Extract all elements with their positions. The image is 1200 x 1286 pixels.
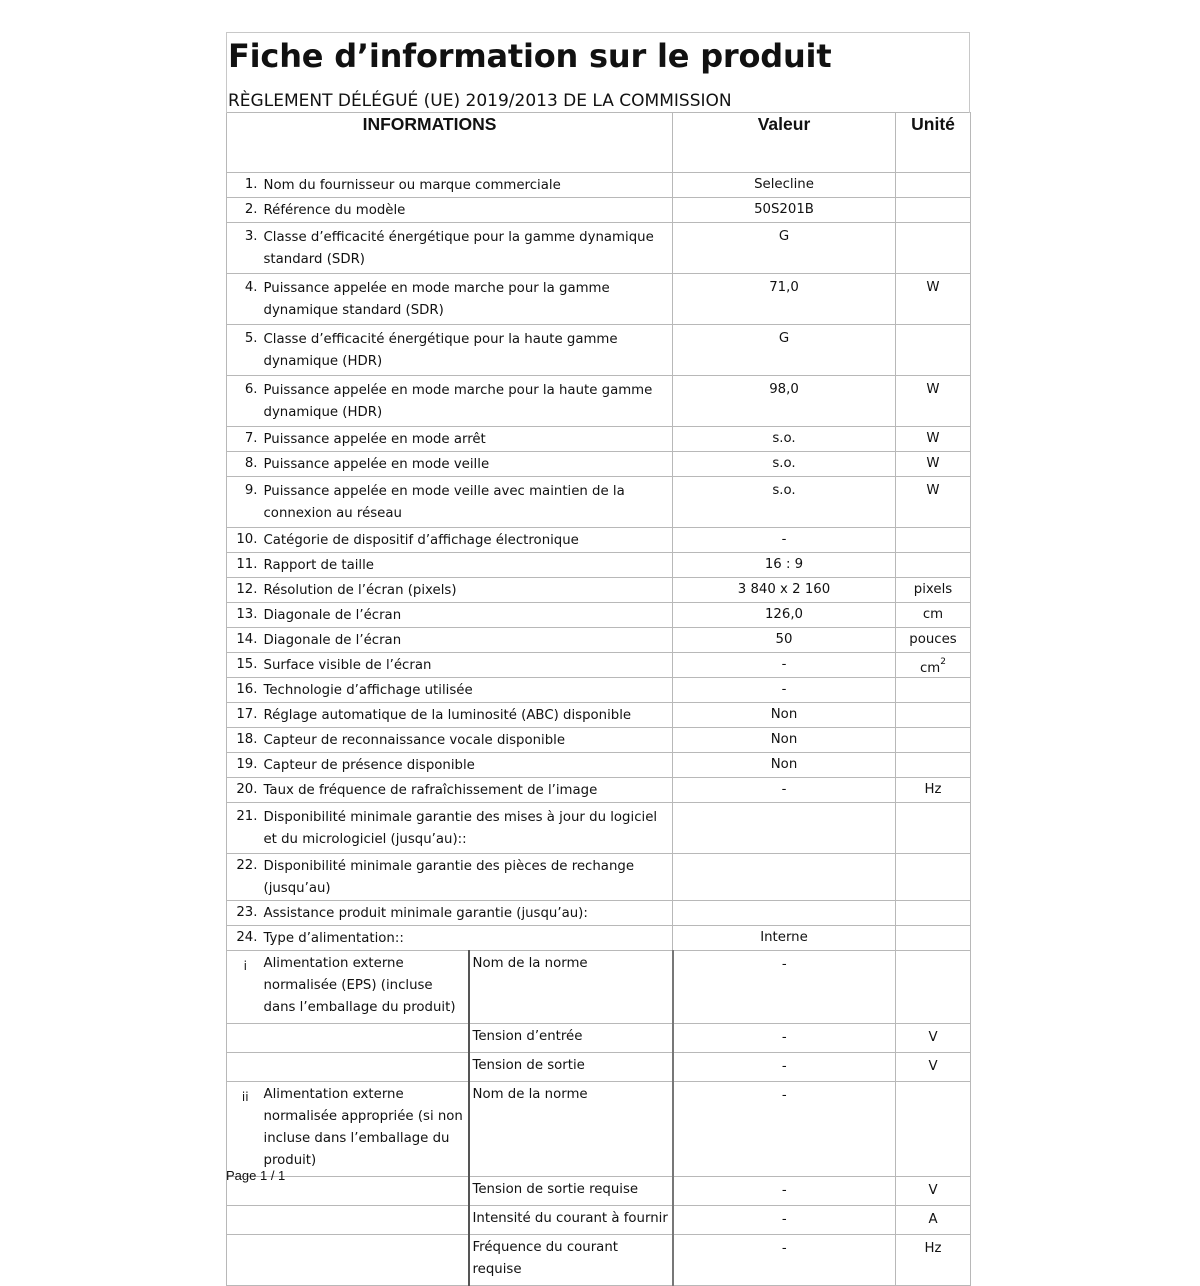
row-label: Taux de fréquence de rafraîchissement de l’image [264, 778, 673, 803]
eps-sub-value: - [673, 1235, 896, 1286]
table-row [227, 274, 971, 325]
row-unit-text: W [926, 483, 940, 498]
row-label: Type d’alimentation:: [264, 926, 673, 951]
row-number: 20. [227, 778, 264, 803]
table-row [227, 173, 971, 198]
row-label: Nom du fournisseur ou marque commerciale [264, 173, 673, 198]
eps-sub-row [227, 951, 971, 1024]
header-valeur: Valeur [673, 113, 896, 145]
row-unit [896, 274, 971, 325]
row-unit [896, 223, 971, 274]
row-unit [896, 452, 971, 477]
table-row [227, 653, 971, 678]
row-unit-text: W [926, 456, 940, 471]
row-unit-text: pixels [913, 582, 953, 597]
row-unit-text: W [926, 431, 940, 446]
row-value: 98,0 [673, 376, 896, 427]
row-value [673, 854, 896, 901]
eps-sub-unit [896, 951, 971, 1024]
row-label: Diagonale de l’écran [264, 603, 673, 628]
page-title: Fiche d’information sur le produit [228, 37, 832, 75]
eps-label: Alimentation externe normalisée (EPS) (incluse dans l’emballage du produit) [264, 951, 469, 1024]
row-unit [896, 678, 971, 703]
row-label: Disponibilité minimale garantie des pièces de rechange (jusqu’au) [264, 854, 673, 901]
eps-sub-unit: V [896, 1177, 971, 1206]
row-number: 15. [227, 653, 264, 678]
table-row [227, 703, 971, 728]
row-value: s.o. [673, 477, 896, 528]
table-row [227, 728, 971, 753]
header-frame [226, 32, 970, 113]
row-number: 23. [227, 901, 264, 926]
row-label: Capteur de reconnaissance vocale disponible [264, 728, 673, 753]
row-label: Technologie d’affichage utilisée [264, 678, 673, 703]
row-unit [896, 325, 971, 376]
row-label: Puissance appelée en mode veille avec maintien de la connexion au réseau [264, 477, 673, 528]
table-row [227, 628, 971, 653]
row-number: 19. [227, 753, 264, 778]
eps-sub-row [227, 1235, 971, 1286]
row-value: 71,0 [673, 274, 896, 325]
table-row [227, 803, 971, 854]
eps-sub-label: Tension de sortie [469, 1053, 673, 1082]
row-value: s.o. [673, 427, 896, 452]
eps-sub-label: Nom de la norme [469, 1082, 673, 1177]
row-label: Puissance appelée en mode arrêt [264, 427, 673, 452]
table-row [227, 854, 971, 901]
row-label: Diagonale de l’écran [264, 628, 673, 653]
table-row [227, 603, 971, 628]
row-label: Classe d’efficacité énergétique pour la haute gamme dynamique (HDR) [264, 325, 673, 376]
row-value: 50S201B [673, 198, 896, 223]
row-number: 17. [227, 703, 264, 728]
row-number: 18. [227, 728, 264, 753]
row-value: Interne [673, 926, 896, 951]
table-row [227, 553, 971, 578]
row-unit-text: Hz [924, 782, 942, 797]
row-unit [896, 703, 971, 728]
row-label: Capteur de présence disponible [264, 753, 673, 778]
row-value: - [673, 528, 896, 553]
row-label: Catégorie de dispositif d’affichage électronique [264, 528, 673, 553]
row-unit [896, 854, 971, 901]
row-number: 10. [227, 528, 264, 553]
row-value: - [673, 778, 896, 803]
row-label: Réglage automatique de la luminosité (ABC) disponible [264, 703, 673, 728]
eps-sub-unit [896, 1082, 971, 1177]
row-value: 50 [673, 628, 896, 653]
table-header-row [227, 113, 971, 145]
table-row [227, 778, 971, 803]
table-row [227, 753, 971, 778]
row-unit-text: W [926, 280, 940, 295]
row-value [673, 803, 896, 854]
row-number: 2. [227, 198, 264, 223]
eps-sub-row [227, 1206, 971, 1235]
row-value: 126,0 [673, 603, 896, 628]
eps-index: i [227, 951, 264, 1024]
product-information-sheet [226, 32, 970, 1286]
eps-sub-label: Tension de sortie requise [469, 1177, 673, 1206]
eps-sub-row [227, 1177, 971, 1206]
eps-sub-label: Fréquence du courant requise [469, 1235, 673, 1286]
header-informations: INFORMATIONS [227, 113, 673, 145]
table-row [227, 926, 971, 951]
table-row [227, 198, 971, 223]
row-value: Non [673, 703, 896, 728]
row-unit [896, 427, 971, 452]
eps-sub-value: - [673, 951, 896, 1024]
eps-sub-row [227, 1053, 971, 1082]
eps-sub-value: - [673, 1082, 896, 1177]
row-unit [896, 628, 971, 653]
table-row [227, 427, 971, 452]
row-label: Puissance appelée en mode marche pour la haute gamme dynamique (HDR) [264, 376, 673, 427]
eps-sub-unit: V [896, 1053, 971, 1082]
row-value: Non [673, 753, 896, 778]
table-row [227, 678, 971, 703]
row-number: 1. [227, 173, 264, 198]
eps-sub-value: - [673, 1024, 896, 1053]
eps-sub-unit: V [896, 1024, 971, 1053]
unit-superscript: 2 [940, 657, 946, 667]
row-unit [896, 376, 971, 427]
table-row [227, 325, 971, 376]
table-row [227, 477, 971, 528]
row-number: 24. [227, 926, 264, 951]
row-number: 16. [227, 678, 264, 703]
row-unit [896, 653, 971, 678]
row-label: Disponibilité minimale garantie des mises à jour du logiciel et du micrologiciel (jusqu’au):: [264, 803, 673, 854]
row-value: 3 840 x 2 160 [673, 578, 896, 603]
eps-rows [227, 951, 971, 1286]
main-rows [227, 173, 971, 951]
eps-sub-unit: A [896, 1206, 971, 1235]
row-unit [896, 778, 971, 803]
row-value: - [673, 653, 896, 678]
row-value: - [673, 678, 896, 703]
row-unit [896, 198, 971, 223]
table-row [227, 901, 971, 926]
row-label: Surface visible de l’écran [264, 653, 673, 678]
eps-sub-value: - [673, 1053, 896, 1082]
eps-sub-value: - [673, 1206, 896, 1235]
row-unit-text: pouces [909, 632, 957, 647]
table-row [227, 223, 971, 274]
row-label: Référence du modèle [264, 198, 673, 223]
row-number: 4. [227, 274, 264, 325]
row-number: 12. [227, 578, 264, 603]
eps-sub-row [227, 1024, 971, 1053]
row-unit [896, 477, 971, 528]
row-number: 13. [227, 603, 264, 628]
row-value [673, 901, 896, 926]
eps-sub-label: Nom de la norme [469, 951, 673, 1024]
row-number: 9. [227, 477, 264, 528]
row-number: 3. [227, 223, 264, 274]
eps-sub-value: - [673, 1177, 896, 1206]
eps-sub-label: Intensité du courant à fournir [469, 1206, 673, 1235]
row-unit [896, 803, 971, 854]
row-label: Puissance appelée en mode veille [264, 452, 673, 477]
row-value: Non [673, 728, 896, 753]
row-unit [896, 173, 971, 198]
eps-sub-label: Tension d’entrée [469, 1024, 673, 1053]
row-number: 6. [227, 376, 264, 427]
row-label: Assistance produit minimale garantie (jusqu’au): [264, 901, 673, 926]
table-row [227, 578, 971, 603]
table-row [227, 376, 971, 427]
row-unit-text: cm [920, 661, 941, 676]
row-unit [896, 578, 971, 603]
table-row [227, 452, 971, 477]
eps-sub-unit: Hz [896, 1235, 971, 1286]
header-spacer-row [227, 144, 971, 173]
row-value: G [673, 223, 896, 274]
table-row [227, 528, 971, 553]
row-number: 11. [227, 553, 264, 578]
row-unit-text: cm [922, 607, 944, 622]
row-number: 5. [227, 325, 264, 376]
page-footer: Page 1 / 1 [226, 1168, 286, 1183]
information-table [226, 112, 971, 1286]
row-unit [896, 728, 971, 753]
header-unite: Unité [896, 113, 971, 145]
eps-label: Alimentation externe normalisée appropriée (si non incluse dans l’emballage du produit) [264, 1082, 469, 1177]
regulation-subtitle: RÈGLEMENT DÉLÉGUÉ (UE) 2019/2013 DE LA COMMISSION [228, 91, 732, 111]
row-label: Rapport de taille [264, 553, 673, 578]
row-unit [896, 528, 971, 553]
row-unit [896, 901, 971, 926]
row-unit-text: W [926, 382, 940, 397]
row-number: 8. [227, 452, 264, 477]
row-number: 7. [227, 427, 264, 452]
row-unit [896, 926, 971, 951]
row-unit [896, 603, 971, 628]
row-value: Selecline [673, 173, 896, 198]
row-number: 14. [227, 628, 264, 653]
row-value: 16 : 9 [673, 553, 896, 578]
row-number: 22. [227, 854, 264, 901]
row-label: Puissance appelée en mode marche pour la gamme dynamique standard (SDR) [264, 274, 673, 325]
row-value: G [673, 325, 896, 376]
row-label: Résolution de l’écran (pixels) [264, 578, 673, 603]
eps-sub-row [227, 1082, 971, 1177]
eps-index: ii [227, 1082, 264, 1177]
row-unit [896, 553, 971, 578]
row-number: 21. [227, 803, 264, 854]
row-label: Classe d’efficacité énergétique pour la gamme dynamique standard (SDR) [264, 223, 673, 274]
row-value: s.o. [673, 452, 896, 477]
row-unit [896, 753, 971, 778]
